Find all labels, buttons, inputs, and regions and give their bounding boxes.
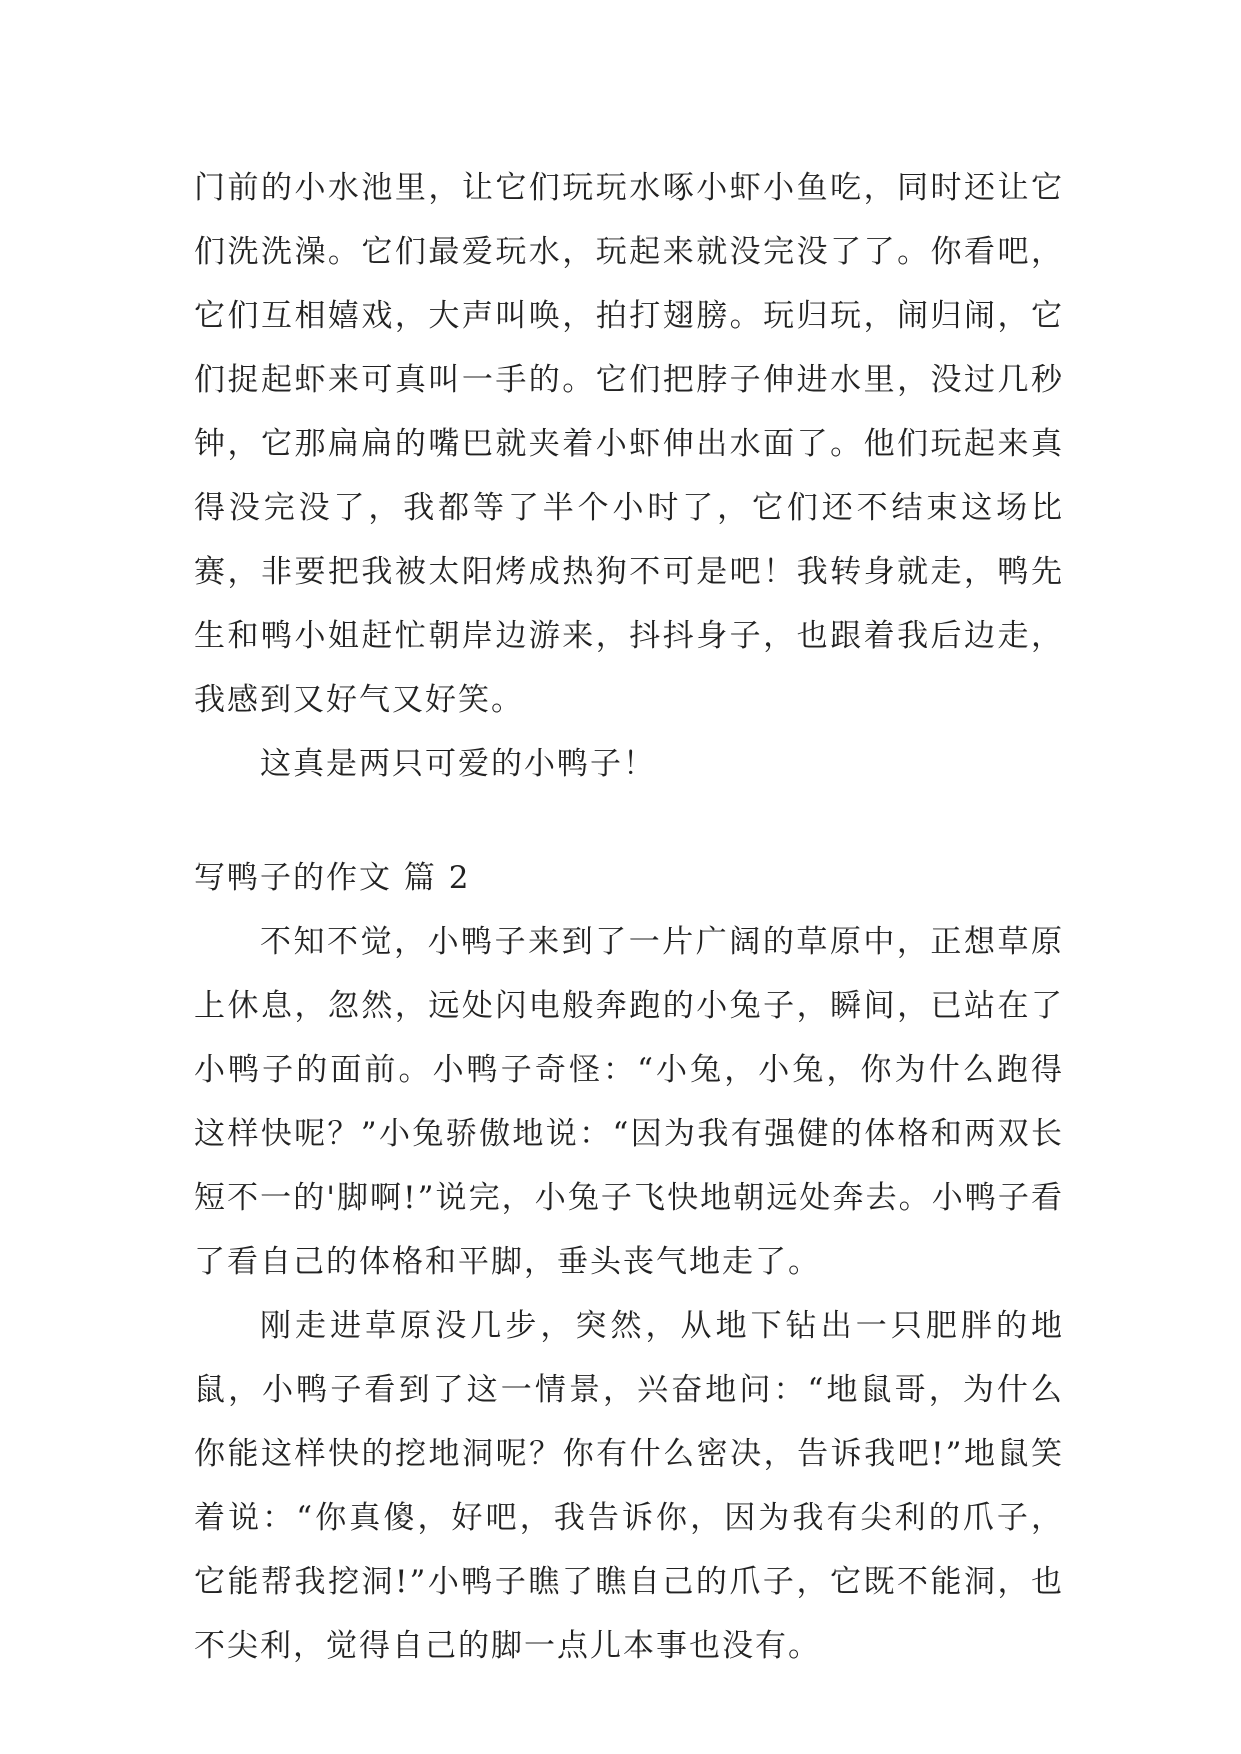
- paragraph-mole: 刚走进草原没几步，突然，从地下钻出一只肥胖的地鼠，小鸭子看到了这一情景，兴奋地问：“地鼠哥，为什么你能这样快的挖地洞呢？你有什么密决，告诉我吧!”地鼠笑着说：“你真傻，好吧，我告诉你，因为我有尖利的爪子，它能帮我挖洞!”小鸭子瞧了瞧自己的爪子，它既不能洞，也不尖利，觉得自己的脚一点儿本事也没有。: [194, 1308, 1064, 1664]
- paragraph-cute-ducks: 这真是两只可爱的小鸭子！: [260, 746, 656, 782]
- document-body: [194, 156, 1064, 1678]
- paragraph-rabbit: 不知不觉，小鸭子来到了一片广阔的草原中，正想草原上休息，忽然，远处闪电般奔跑的小兔子，瞬间，已站在了小鸭子的面前。小鸭子奇怪：“小兔，小兔，你为什么跑得这样快呢？”小兔骄傲地说：“因为我有强健的体格和两双长短不一的'脚啊!”说完，小兔子飞快地朝远处奔去。小鸭子看了看自己的体格和平脚，垂头丧气地走了。: [194, 924, 1064, 1280]
- section-heading: 写鸭子的作文 篇 2: [194, 860, 471, 896]
- paragraph-pond-play: 门前的小水池里，让它们玩玩水啄小虾小鱼吃，同时还让它们洗洗澡。它们最爱玩水，玩起来就没完没了了。你看吧，它们互相嬉戏，大声叫唤，拍打翅膀。玩归玩，闹归闹，它们捉起虾来可真叫一手的。它们把脖子伸进水里，没过几秒钟，它那扁扁的嘴巴就夹着小虾伸出水面了。他们玩起来真得没完没了，我都等了半个小时了，它们还不结束这场比赛，非要把我被太阳烤成热狗不可是吧！我转身就走，鸭先生和鸭小姐赶忙朝岸边游来，抖抖身子，也跟着我后边走，我感到又好气又好笑。: [194, 170, 1064, 718]
